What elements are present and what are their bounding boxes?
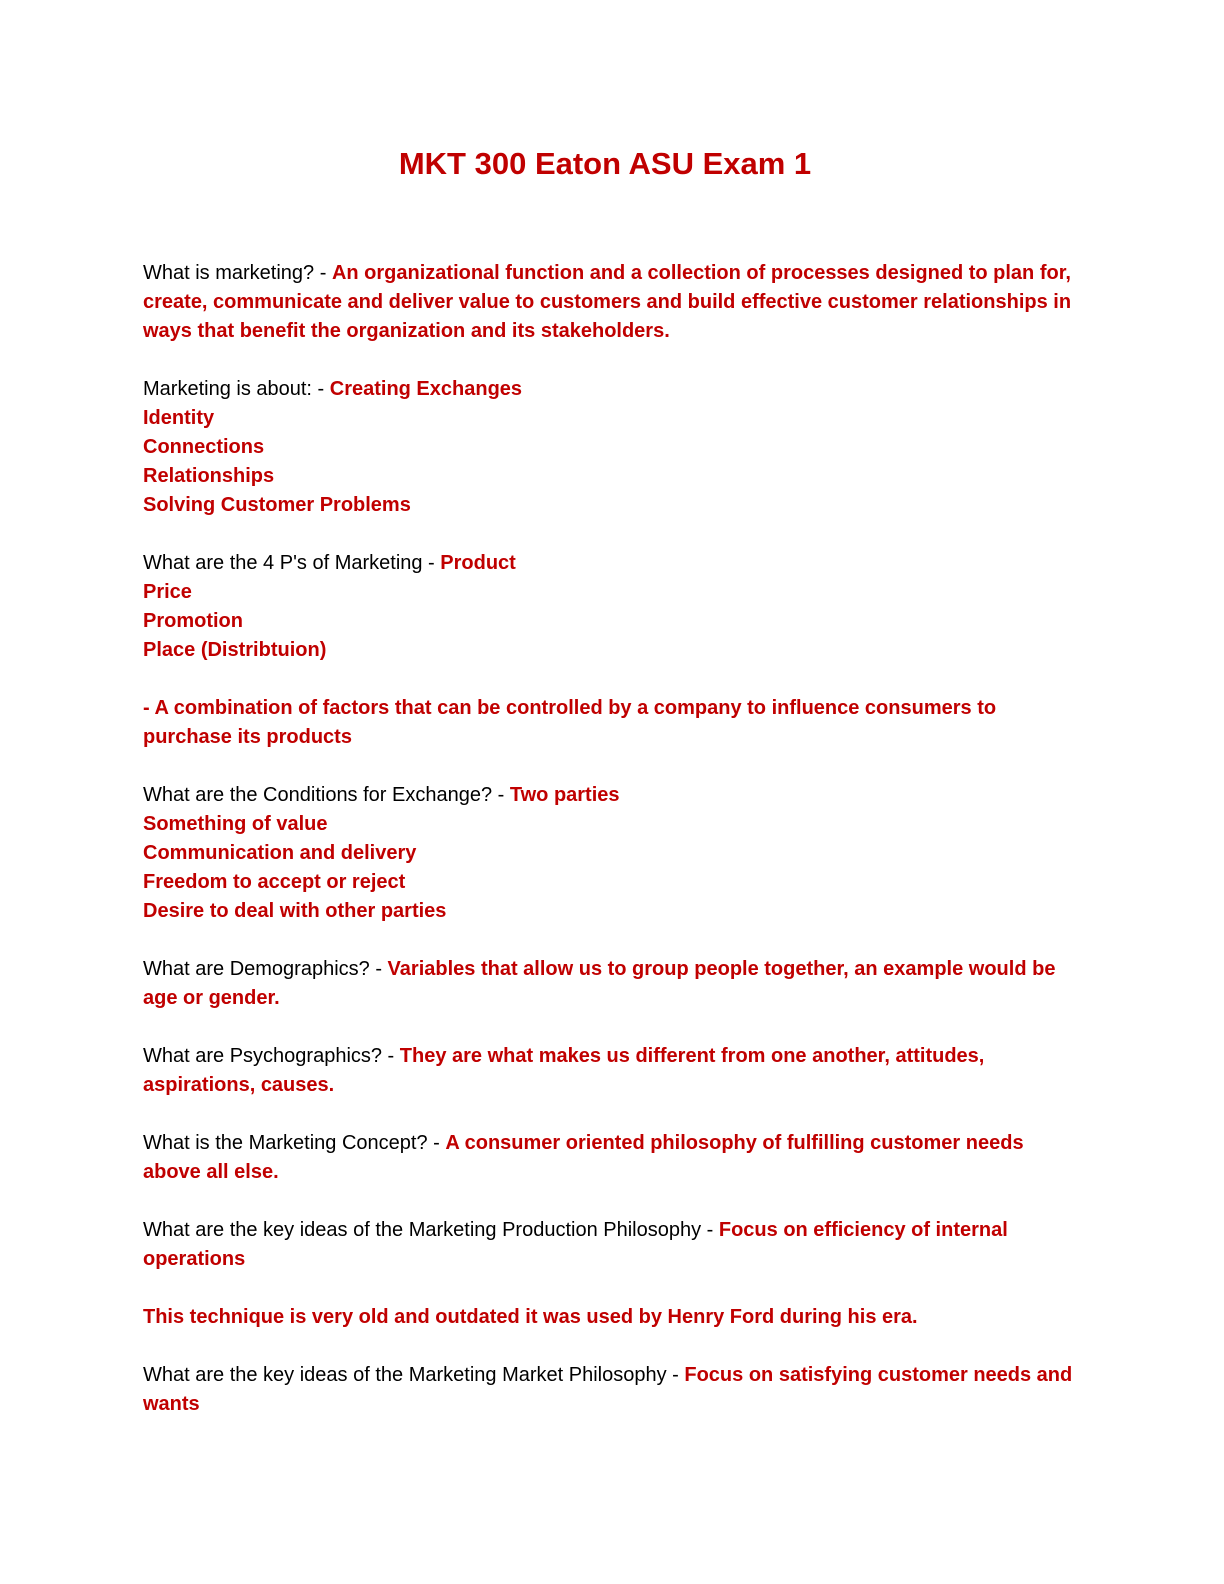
question-text: What are the 4 P's of Marketing -: [143, 552, 441, 574]
entry-marketing-is-about: [143, 375, 1083, 520]
answer-line: Solving Customer Problems: [143, 494, 411, 516]
question-text: What are Psychographics? -: [143, 1045, 400, 1067]
question-text: What are the Conditions for Exchange? -: [143, 784, 510, 806]
document-title: MKT 300 Eaton ASU Exam 1: [398, 146, 812, 181]
answer-line: Something of value: [143, 813, 328, 835]
answer-text: A consumer oriented philosophy of fulfilling customer needs above all else.: [143, 1132, 1024, 1183]
answer-text: - A combination of factors that can be controlled by a company to influence consumers to purchase its products: [143, 697, 997, 748]
answer-line: Promotion: [143, 610, 243, 632]
answer-text: Focus on efficiency of internal operations: [143, 1219, 1008, 1270]
entry-market-philosophy: [143, 1361, 1083, 1419]
answer-text: Two parties: [509, 784, 620, 806]
answer-line: Place (Distribtuion): [143, 639, 327, 661]
answer-text: Product: [440, 552, 516, 574]
answer-text: Creating Exchanges: [329, 378, 523, 400]
question-text: Marketing is about: -: [143, 378, 330, 400]
question-text: What is the Marketing Concept? -: [143, 1132, 446, 1154]
answer-text: Focus on satisfying customer needs and wants: [143, 1364, 1073, 1415]
document-body: [143, 259, 1083, 1448]
entry-marketing-concept: [143, 1129, 1083, 1187]
answer-text: An organizational function and a collection of processes designed to plan for, create, communicate and deliver value to customers and build effective customer relationships in ways that benefit the organization and its stakeholders.: [143, 262, 1072, 342]
entry-what-is-marketing: [143, 259, 1083, 346]
answer-text: This technique is very old and outdated it was used by Henry Ford during his era.: [143, 1306, 918, 1328]
answer-text: They are what makes us different from one another, attitudes, aspirations, causes.: [143, 1045, 985, 1096]
entry-psychographics: [143, 1042, 1083, 1100]
answer-line: Desire to deal with other parties: [143, 900, 447, 922]
answer-line: Communication and delivery: [143, 842, 417, 864]
answer-line: Identity: [143, 407, 215, 429]
answer-line: Freedom to accept or reject: [143, 871, 406, 893]
entry-conditions-for-exchange: [143, 781, 1083, 926]
answer-line: Relationships: [143, 465, 275, 487]
question-text: What is marketing? -: [143, 262, 332, 284]
entry-marketing-mix-note: [143, 694, 1083, 752]
question-text: What are the key ideas of the Marketing Market Philosophy -: [143, 1364, 685, 1386]
answer-line: Connections: [143, 436, 265, 458]
entry-four-ps: [143, 549, 1083, 665]
entry-production-philosophy-note: [143, 1303, 1083, 1332]
entry-demographics: [143, 955, 1083, 1013]
answer-text: Variables that allow us to group people together, an example would be age or gender.: [143, 958, 1056, 1009]
question-text: What are the key ideas of the Marketing Production Philosophy -: [143, 1219, 719, 1241]
question-text: What are Demographics? -: [143, 958, 388, 980]
entry-production-philosophy: [143, 1216, 1083, 1274]
answer-line: Price: [143, 581, 192, 603]
